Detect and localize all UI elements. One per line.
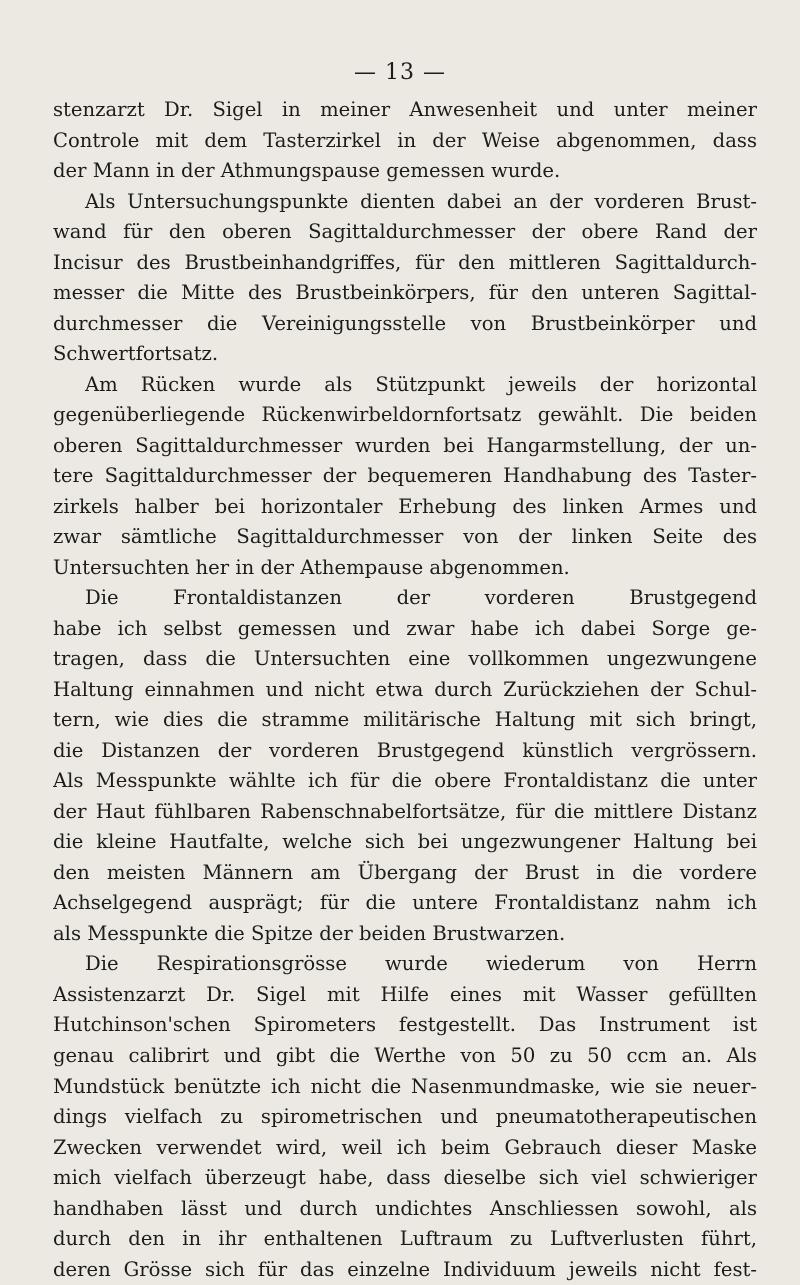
text-line: dings vielfach zu spirometrischen und pneumatotherapeutischen: [53, 1105, 757, 1129]
text-line: Die Frontaldistanzen der vorderen Brustgegend: [85, 586, 757, 610]
text-line: Untersuchten her in der Athempause abgenommen.: [53, 555, 570, 579]
text-line: der Mann in der Athmungspause gemessen wurde.: [53, 159, 561, 183]
text-line: tragen, dass die Untersuchten eine vollkommen ungezwungene: [53, 647, 757, 671]
text-line: messer die Mitte des Brustbeinkörpers, für den unteren Sagittal-: [53, 281, 757, 305]
text-line: genau calibrirt und gibt die Werthe von 50 zu 50 ccm an. Als: [53, 1043, 757, 1067]
text-line: Achselgegend ausprägt; für die untere Frontaldistanz nahm ich: [53, 891, 757, 915]
text-line: Am Rücken wurde als Stützpunkt jeweils der horizontal: [85, 372, 757, 396]
body-text: [53, 95, 757, 1285]
text-line: zwar sämtliche Sagittaldurchmesser von der linken Seite des: [53, 525, 757, 549]
text-line: stenzarzt Dr. Sigel in meiner Anwesenheit und unter meiner: [53, 98, 757, 121]
text-line: Controle mit dem Tasterzirkel in der Weise abgenommen, dass: [53, 128, 757, 152]
text-line: Als Messpunkte wählte ich für die obere Frontaldistanz die unter: [53, 769, 757, 793]
text-line: der Haut fühlbaren Rabenschnabelfortsätze, für die mittlere Distanz: [53, 799, 757, 823]
text-line: tern, wie dies die stramme militärische Haltung mit sich bringt,: [53, 708, 757, 732]
text-line: handhaben lässt und durch undichtes Anschliessen sowohl, als: [53, 1196, 757, 1220]
text-line: gegenüberliegende Rückenwirbeldornfortsatz gewählt. Die beiden: [53, 403, 757, 427]
text-line: zirkels halber bei horizontaler Erhebung des linken Armes und: [53, 494, 757, 518]
text-line: Haltung einnahmen und nicht etwa durch Zurückziehen der Schul-: [53, 677, 757, 701]
text-line: Hutchinson'schen Spirometers festgestellt. Das Instrument ist: [53, 1013, 757, 1037]
page-number: — 13 —: [354, 60, 446, 85]
text-line: Incisur des Brustbeinhandgriffes, für den mittleren Sagittaldurch-: [53, 250, 757, 274]
text-line: Schwertfortsatz.: [53, 342, 219, 366]
text-line: Die Respirationsgrösse wurde wiederum von Herrn: [85, 952, 757, 976]
text-line: als Messpunkte die Spitze der beiden Brustwarzen.: [53, 921, 566, 945]
text-line: die kleine Hautfalte, welche sich bei ungezwungener Haltung bei: [53, 830, 757, 854]
text-line: durch den in ihr enthaltenen Luftraum zu Luftverlusten führt,: [53, 1227, 757, 1251]
text-line: oberen Sagittaldurchmesser wurden bei Hangarmstellung, der un-: [53, 433, 757, 457]
text-line: durchmesser die Vereinigungsstelle von Brustbeinkörper und: [53, 311, 757, 335]
text-line: tere Sagittaldurchmesser der bequemeren Handhabung des Taster-: [53, 464, 757, 488]
text-line: wand für den oberen Sagittaldurchmesser der obere Rand der: [53, 220, 757, 244]
text-line: Assistenzarzt Dr. Sigel mit Hilfe eines mit Wasser gefüllten: [53, 982, 757, 1006]
text-line: die Distanzen der vorderen Brustgegend künstlich vergrössern.: [53, 738, 757, 762]
text-line: Zwecken verwendet wird, weil ich beim Gebrauch dieser Maske: [53, 1135, 757, 1159]
text-line: den meisten Männern am Übergang der Brust in die vordere: [53, 860, 757, 884]
text-line: deren Grösse sich für das einzelne Individuum jeweils nicht fest-: [53, 1257, 757, 1281]
text-line: habe ich selbst gemessen und zwar habe ich dabei Sorge ge-: [53, 616, 757, 640]
text-line: mich vielfach überzeugt habe, dass dieselbe sich viel schwieriger: [53, 1166, 757, 1190]
text-line: Mundstück benützte ich nicht die Nasenmundmaske, wie sie neuer-: [53, 1074, 757, 1098]
text-line: Als Untersuchungspunkte dienten dabei an der vorderen Brust-: [85, 189, 757, 213]
